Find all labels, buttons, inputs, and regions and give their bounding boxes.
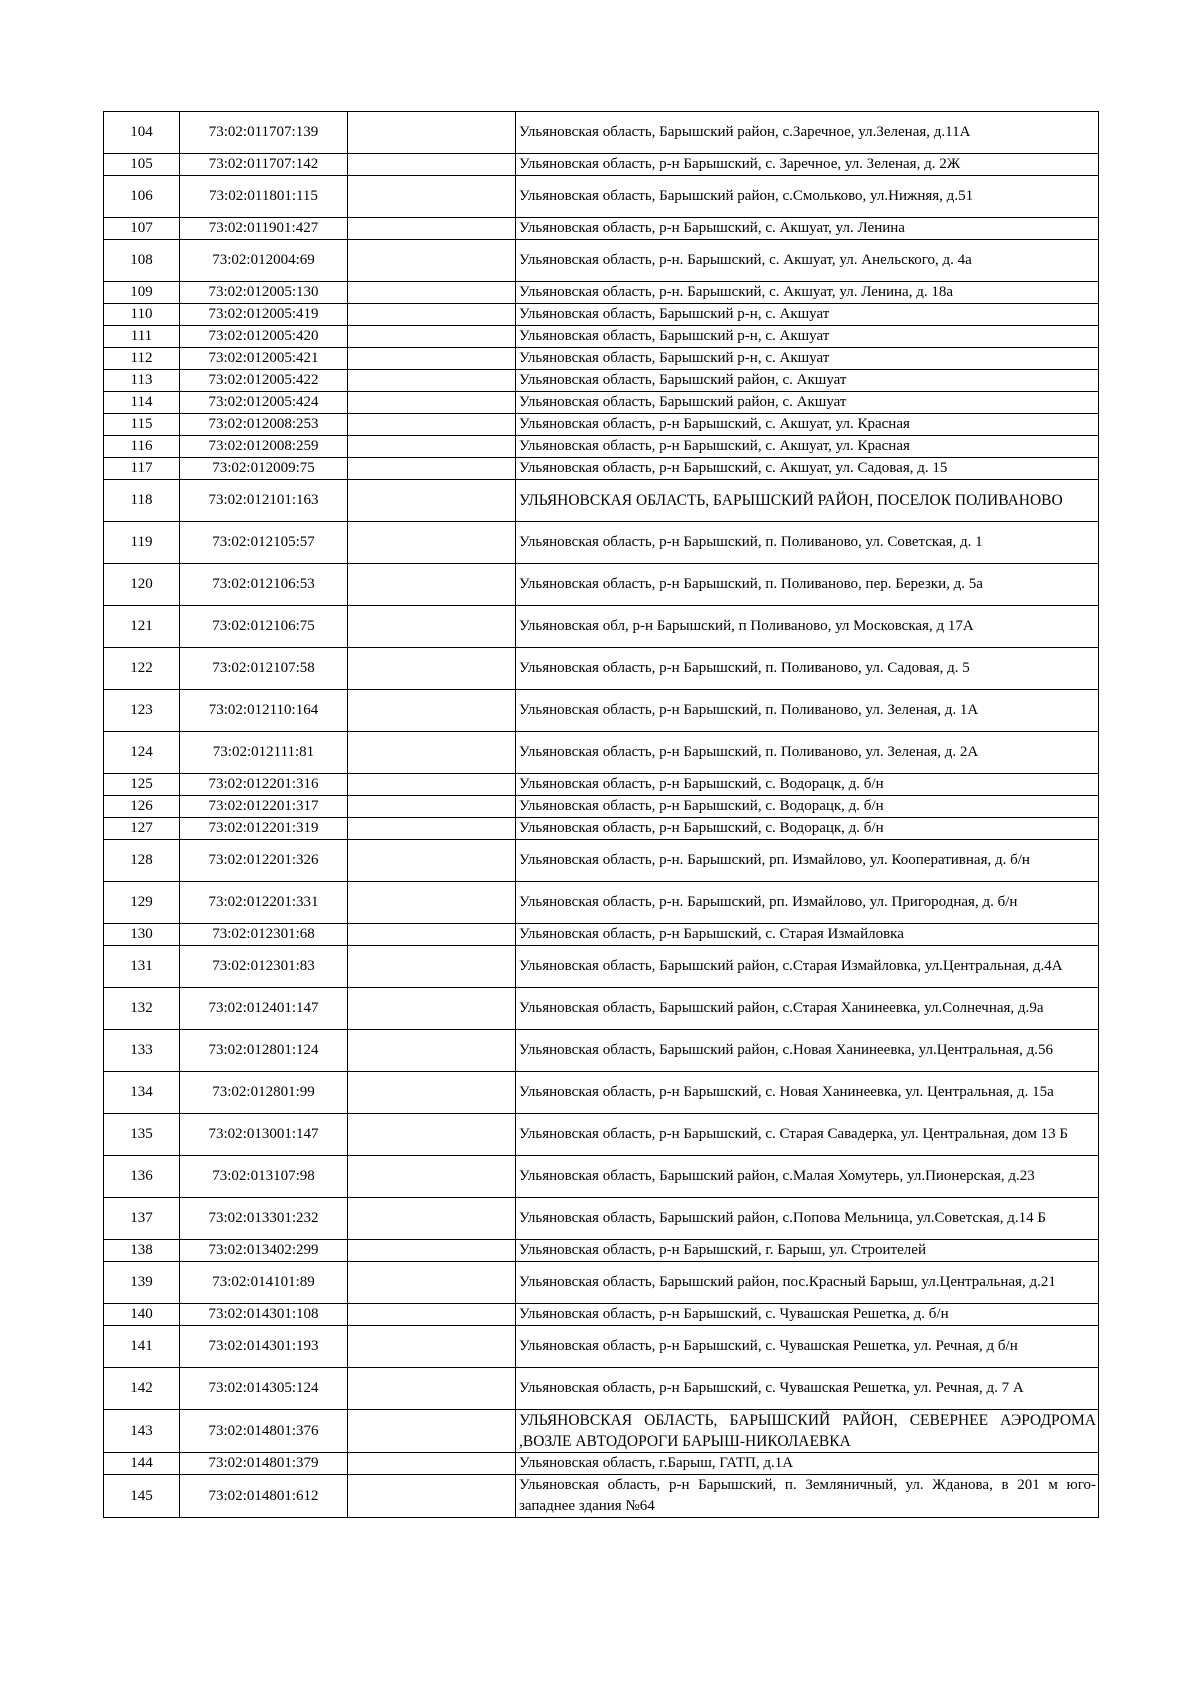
table-row (104, 1240, 1099, 1262)
cadastral-number-cell: 73:02:014801:612 (180, 1475, 348, 1518)
address-cell: Ульяновская область, р-н Барышский, с. Чувашская Решетка, ул. Речная, д. 7 А (516, 1368, 1099, 1410)
empty-cell (348, 304, 516, 326)
empty-cell (348, 882, 516, 924)
cadastral-number-cell: 73:02:012008:253 (180, 414, 348, 436)
cadastral-number-cell: 73:02:012201:319 (180, 818, 348, 840)
row-number-cell: 111 (104, 326, 180, 348)
table-row (104, 218, 1099, 240)
address-cell: Ульяновская область, Барышский р-н, с. Акшуат (516, 304, 1099, 326)
cadastral-number-cell: 73:02:012005:424 (180, 392, 348, 414)
empty-cell (348, 1410, 516, 1453)
cadastral-number-cell: 73:02:014101:89 (180, 1262, 348, 1304)
empty-cell (348, 1030, 516, 1072)
address-cell: Ульяновская область, Барышский район, пос.Красный Барыш, ул.Центральная, д.21 (516, 1262, 1099, 1304)
table-row (104, 1410, 1099, 1453)
row-number-cell: 137 (104, 1198, 180, 1240)
table-row (104, 1262, 1099, 1304)
row-number-cell: 141 (104, 1326, 180, 1368)
address-cell: Ульяновская область, р-н Барышский, с. Акшуат, ул. Красная (516, 414, 1099, 436)
row-number-cell: 115 (104, 414, 180, 436)
row-number-cell: 108 (104, 240, 180, 282)
table-row (104, 112, 1099, 154)
table-row (104, 1030, 1099, 1072)
table-row (104, 818, 1099, 840)
empty-cell (348, 946, 516, 988)
row-number-cell: 116 (104, 436, 180, 458)
empty-cell (348, 1114, 516, 1156)
table-row (104, 1304, 1099, 1326)
empty-cell (348, 240, 516, 282)
address-cell: Ульяновская область, р-н Барышский, с. Водорацк, д. б/н (516, 796, 1099, 818)
row-number-cell: 128 (104, 840, 180, 882)
table-row (104, 840, 1099, 882)
row-number-cell: 142 (104, 1368, 180, 1410)
cadastral-number-cell: 73:02:014305:124 (180, 1368, 348, 1410)
address-cell: Ульяновская область, р-н Барышский, с. Старая Измайловка (516, 924, 1099, 946)
empty-cell (348, 112, 516, 154)
table-row (104, 1475, 1099, 1518)
cadastral-number-cell: 73:02:013107:98 (180, 1156, 348, 1198)
cadastral-number-cell: 73:02:012801:124 (180, 1030, 348, 1072)
row-number-cell: 140 (104, 1304, 180, 1326)
cadastral-number-cell: 73:02:012110:164 (180, 690, 348, 732)
row-number-cell: 131 (104, 946, 180, 988)
table-row (104, 1326, 1099, 1368)
table-row (104, 690, 1099, 732)
address-cell: Ульяновская область, р-н Барышский, п. Поливаново, ул. Советская, д. 1 (516, 522, 1099, 564)
row-number-cell: 133 (104, 1030, 180, 1072)
address-cell: Ульяновская область, р-н Барышский, г. Барыш, ул. Строителей (516, 1240, 1099, 1262)
row-number-cell: 104 (104, 112, 180, 154)
row-number-cell: 124 (104, 732, 180, 774)
row-number-cell: 107 (104, 218, 180, 240)
table-row (104, 392, 1099, 414)
address-cell: Ульяновская область, р-н Барышский, с. Акшуат, ул. Красная (516, 436, 1099, 458)
cadastral-number-cell: 73:02:013001:147 (180, 1114, 348, 1156)
cadastral-number-cell: 73:02:012201:317 (180, 796, 348, 818)
address-cell: Ульяновская область, р-н Барышский, с. Старая Савадерка, ул. Центральная, дом 13 Б (516, 1114, 1099, 1156)
row-number-cell: 117 (104, 458, 180, 480)
empty-cell (348, 732, 516, 774)
row-number-cell: 134 (104, 1072, 180, 1114)
address-cell: Ульяновская область, р-н. Барышский, с. Акшуат, ул. Ленина, д. 18а (516, 282, 1099, 304)
row-number-cell: 139 (104, 1262, 180, 1304)
row-number-cell: 125 (104, 774, 180, 796)
row-number-cell: 122 (104, 648, 180, 690)
address-cell: Ульяновская область, р-н Барышский, с. Чувашская Решетка, д. б/н (516, 1304, 1099, 1326)
table-row (104, 1198, 1099, 1240)
table-row (104, 648, 1099, 690)
address-cell: Ульяновская область, р-н. Барышский, с. Акшуат, ул. Анельского, д. 4а (516, 240, 1099, 282)
table-row (104, 946, 1099, 988)
cadastral-number-cell: 73:02:013402:299 (180, 1240, 348, 1262)
address-cell: Ульяновская область, Барышский район, с.Старая Ханинеевка, ул.Солнечная, д.9а (516, 988, 1099, 1030)
empty-cell (348, 1326, 516, 1368)
row-number-cell: 130 (104, 924, 180, 946)
row-number-cell: 126 (104, 796, 180, 818)
table-row (104, 304, 1099, 326)
cadastral-number-cell: 73:02:012005:422 (180, 370, 348, 392)
cadastral-number-cell: 73:02:011801:115 (180, 176, 348, 218)
cadastral-number-cell: 73:02:012101:163 (180, 480, 348, 522)
address-cell: Ульяновская область, р-н Барышский, п. Поливаново, ул. Зеленая, д. 1А (516, 690, 1099, 732)
row-number-cell: 144 (104, 1453, 180, 1475)
address-cell: Ульяновская область, р-н Барышский, с. Акшуат, ул. Садовая, д. 15 (516, 458, 1099, 480)
empty-cell (348, 480, 516, 522)
row-number-cell: 112 (104, 348, 180, 370)
empty-cell (348, 1156, 516, 1198)
cadastral-number-cell: 73:02:012005:130 (180, 282, 348, 304)
address-cell: Ульяновская область, р-н Барышский, п. Земляничный, ул. Жданова, в 201 м юго-западнее здания №64 (516, 1475, 1099, 1518)
address-cell: Ульяновская область, Барышский район, с.Попова Мельница, ул.Советская, д.14 Б (516, 1198, 1099, 1240)
row-number-cell: 123 (104, 690, 180, 732)
cadastral-number-cell: 73:02:014801:376 (180, 1410, 348, 1453)
empty-cell (348, 796, 516, 818)
table-row (104, 480, 1099, 522)
table-row (104, 436, 1099, 458)
table-row (104, 1072, 1099, 1114)
cadastral-number-cell: 73:02:013301:232 (180, 1198, 348, 1240)
address-cell: Ульяновская область, г.Барыш, ГАТП, д.1А (516, 1453, 1099, 1475)
empty-cell (348, 522, 516, 564)
empty-cell (348, 1453, 516, 1475)
empty-cell (348, 348, 516, 370)
empty-cell (348, 924, 516, 946)
row-number-cell: 119 (104, 522, 180, 564)
empty-cell (348, 690, 516, 732)
cadastral-number-cell: 73:02:012401:147 (180, 988, 348, 1030)
table-row (104, 606, 1099, 648)
cadastral-number-cell: 73:02:012105:57 (180, 522, 348, 564)
row-number-cell: 129 (104, 882, 180, 924)
empty-cell (348, 414, 516, 436)
empty-cell (348, 1368, 516, 1410)
cadastral-number-cell: 73:02:012111:81 (180, 732, 348, 774)
address-cell: Ульяновская область, Барышский район, с.Смольково, ул.Нижняя, д.51 (516, 176, 1099, 218)
cadastral-number-cell: 73:02:014301:108 (180, 1304, 348, 1326)
empty-cell (348, 326, 516, 348)
address-cell: Ульяновская область, Барышский район, с. Акшуат (516, 392, 1099, 414)
cadastral-number-cell: 73:02:012005:420 (180, 326, 348, 348)
table-row (104, 1114, 1099, 1156)
parcel-registry-table (103, 111, 1099, 1518)
empty-cell (348, 648, 516, 690)
address-cell: Ульяновская область, р-н Барышский, с. Водорацк, д. б/н (516, 774, 1099, 796)
cadastral-number-cell: 73:02:012009:75 (180, 458, 348, 480)
cadastral-number-cell: 73:02:014301:193 (180, 1326, 348, 1368)
empty-cell (348, 1240, 516, 1262)
cadastral-number-cell: 73:02:012005:421 (180, 348, 348, 370)
cadastral-number-cell: 73:02:012106:75 (180, 606, 348, 648)
table-row (104, 522, 1099, 564)
row-number-cell: 127 (104, 818, 180, 840)
cadastral-number-cell: 73:02:011707:139 (180, 112, 348, 154)
cadastral-number-cell: 73:02:012201:326 (180, 840, 348, 882)
table-row (104, 154, 1099, 176)
row-number-cell: 132 (104, 988, 180, 1030)
table-row (104, 348, 1099, 370)
empty-cell (348, 436, 516, 458)
table-row (104, 1368, 1099, 1410)
table-row (104, 1453, 1099, 1475)
row-number-cell: 118 (104, 480, 180, 522)
row-number-cell: 120 (104, 564, 180, 606)
table-row (104, 796, 1099, 818)
cadastral-number-cell: 73:02:012004:69 (180, 240, 348, 282)
address-cell: Ульяновская область, Барышский район, с.Малая Хомутерь, ул.Пионерская, д.23 (516, 1156, 1099, 1198)
table-row (104, 988, 1099, 1030)
row-number-cell: 114 (104, 392, 180, 414)
row-number-cell: 113 (104, 370, 180, 392)
row-number-cell: 121 (104, 606, 180, 648)
address-cell: Ульяновская область, р-н Барышский, п. Поливаново, ул. Зеленая, д. 2А (516, 732, 1099, 774)
empty-cell (348, 988, 516, 1030)
table-row (104, 326, 1099, 348)
address-cell: Ульяновская область, Барышский р-н, с. Акшуат (516, 348, 1099, 370)
table-row (104, 414, 1099, 436)
address-cell: Ульяновская область, р-н Барышский, п. Поливаново, ул. Садовая, д. 5 (516, 648, 1099, 690)
table-row (104, 370, 1099, 392)
empty-cell (348, 458, 516, 480)
cadastral-number-cell: 73:02:012106:53 (180, 564, 348, 606)
row-number-cell: 143 (104, 1410, 180, 1453)
row-number-cell: 135 (104, 1114, 180, 1156)
empty-cell (348, 282, 516, 304)
address-cell: Ульяновская область, р-н Барышский, с. Чувашская Решетка, ул. Речная, д б/н (516, 1326, 1099, 1368)
row-number-cell: 136 (104, 1156, 180, 1198)
table-row (104, 1156, 1099, 1198)
cadastral-number-cell: 73:02:011901:427 (180, 218, 348, 240)
table-row (104, 458, 1099, 480)
empty-cell (348, 370, 516, 392)
row-number-cell: 145 (104, 1475, 180, 1518)
empty-cell (348, 1475, 516, 1518)
address-cell: Ульяновская область, Барышский район, с.Новая Ханинеевка, ул.Центральная, д.56 (516, 1030, 1099, 1072)
empty-cell (348, 1198, 516, 1240)
table-row (104, 924, 1099, 946)
empty-cell (348, 154, 516, 176)
table-row (104, 564, 1099, 606)
table-row (104, 882, 1099, 924)
empty-cell (348, 176, 516, 218)
empty-cell (348, 564, 516, 606)
address-cell: УЛЬЯНОВСКАЯ ОБЛАСТЬ, БАРЫШСКИЙ РАЙОН, СЕВЕРНЕЕ АЭРОДРОМА ,ВОЗЛЕ АВТОДОРОГИ БАРЫШ-НИКОЛАЕВКА (516, 1410, 1099, 1453)
table-row (104, 176, 1099, 218)
address-cell: Ульяновская область, р-н Барышский, с. Водорацк, д. б/н (516, 818, 1099, 840)
table-row (104, 774, 1099, 796)
address-cell: УЛЬЯНОВСКАЯ ОБЛАСТЬ, БАРЫШСКИЙ РАЙОН, ПОСЕЛОК ПОЛИВАНОВО (516, 480, 1099, 522)
cadastral-number-cell: 73:02:011707:142 (180, 154, 348, 176)
row-number-cell: 106 (104, 176, 180, 218)
empty-cell (348, 774, 516, 796)
address-cell: Ульяновская область, р-н Барышский, с. Акшуат, ул. Ленина (516, 218, 1099, 240)
address-cell: Ульяновская область, Барышский р-н, с. Акшуат (516, 326, 1099, 348)
address-cell: Ульяновская область, р-н Барышский, с. Заречное, ул. Зеленая, д. 2Ж (516, 154, 1099, 176)
empty-cell (348, 392, 516, 414)
table-row (104, 282, 1099, 304)
row-number-cell: 105 (104, 154, 180, 176)
row-number-cell: 109 (104, 282, 180, 304)
cadastral-number-cell: 73:02:012801:99 (180, 1072, 348, 1114)
cadastral-number-cell: 73:02:012201:316 (180, 774, 348, 796)
parcel-registry-body (104, 112, 1099, 1518)
table-row (104, 240, 1099, 282)
empty-cell (348, 1262, 516, 1304)
address-cell: Ульяновская область, р-н. Барышский, рп. Измайлово, ул. Пригородная, д. б/н (516, 882, 1099, 924)
empty-cell (348, 818, 516, 840)
address-cell: Ульяновская область, р-н Барышский, с. Новая Ханинеевка, ул. Центральная, д. 15а (516, 1072, 1099, 1114)
address-cell: Ульяновская область, Барышский район, с. Акшуат (516, 370, 1099, 392)
address-cell: Ульяновская область, р-н Барышский, п. Поливаново, пер. Березки, д. 5а (516, 564, 1099, 606)
row-number-cell: 138 (104, 1240, 180, 1262)
empty-cell (348, 1072, 516, 1114)
address-cell: Ульяновская область, Барышский район, с.Старая Измайловка, ул.Центральная, д.4А (516, 946, 1099, 988)
row-number-cell: 110 (104, 304, 180, 326)
address-cell: Ульяновская область, р-н. Барышский, рп. Измайлово, ул. Кооперативная, д. б/н (516, 840, 1099, 882)
empty-cell (348, 840, 516, 882)
cadastral-number-cell: 73:02:012107:58 (180, 648, 348, 690)
cadastral-number-cell: 73:02:014801:379 (180, 1453, 348, 1475)
address-cell: Ульяновская область, Барышский район, с.Заречное, ул.Зеленая, д.11А (516, 112, 1099, 154)
address-cell: Ульяновская обл, р-н Барышский, п Поливаново, ул Московская, д 17А (516, 606, 1099, 648)
empty-cell (348, 1304, 516, 1326)
cadastral-number-cell: 73:02:012201:331 (180, 882, 348, 924)
empty-cell (348, 606, 516, 648)
cadastral-number-cell: 73:02:012301:68 (180, 924, 348, 946)
empty-cell (348, 218, 516, 240)
table-row (104, 732, 1099, 774)
cadastral-number-cell: 73:02:012005:419 (180, 304, 348, 326)
cadastral-number-cell: 73:02:012008:259 (180, 436, 348, 458)
cadastral-number-cell: 73:02:012301:83 (180, 946, 348, 988)
